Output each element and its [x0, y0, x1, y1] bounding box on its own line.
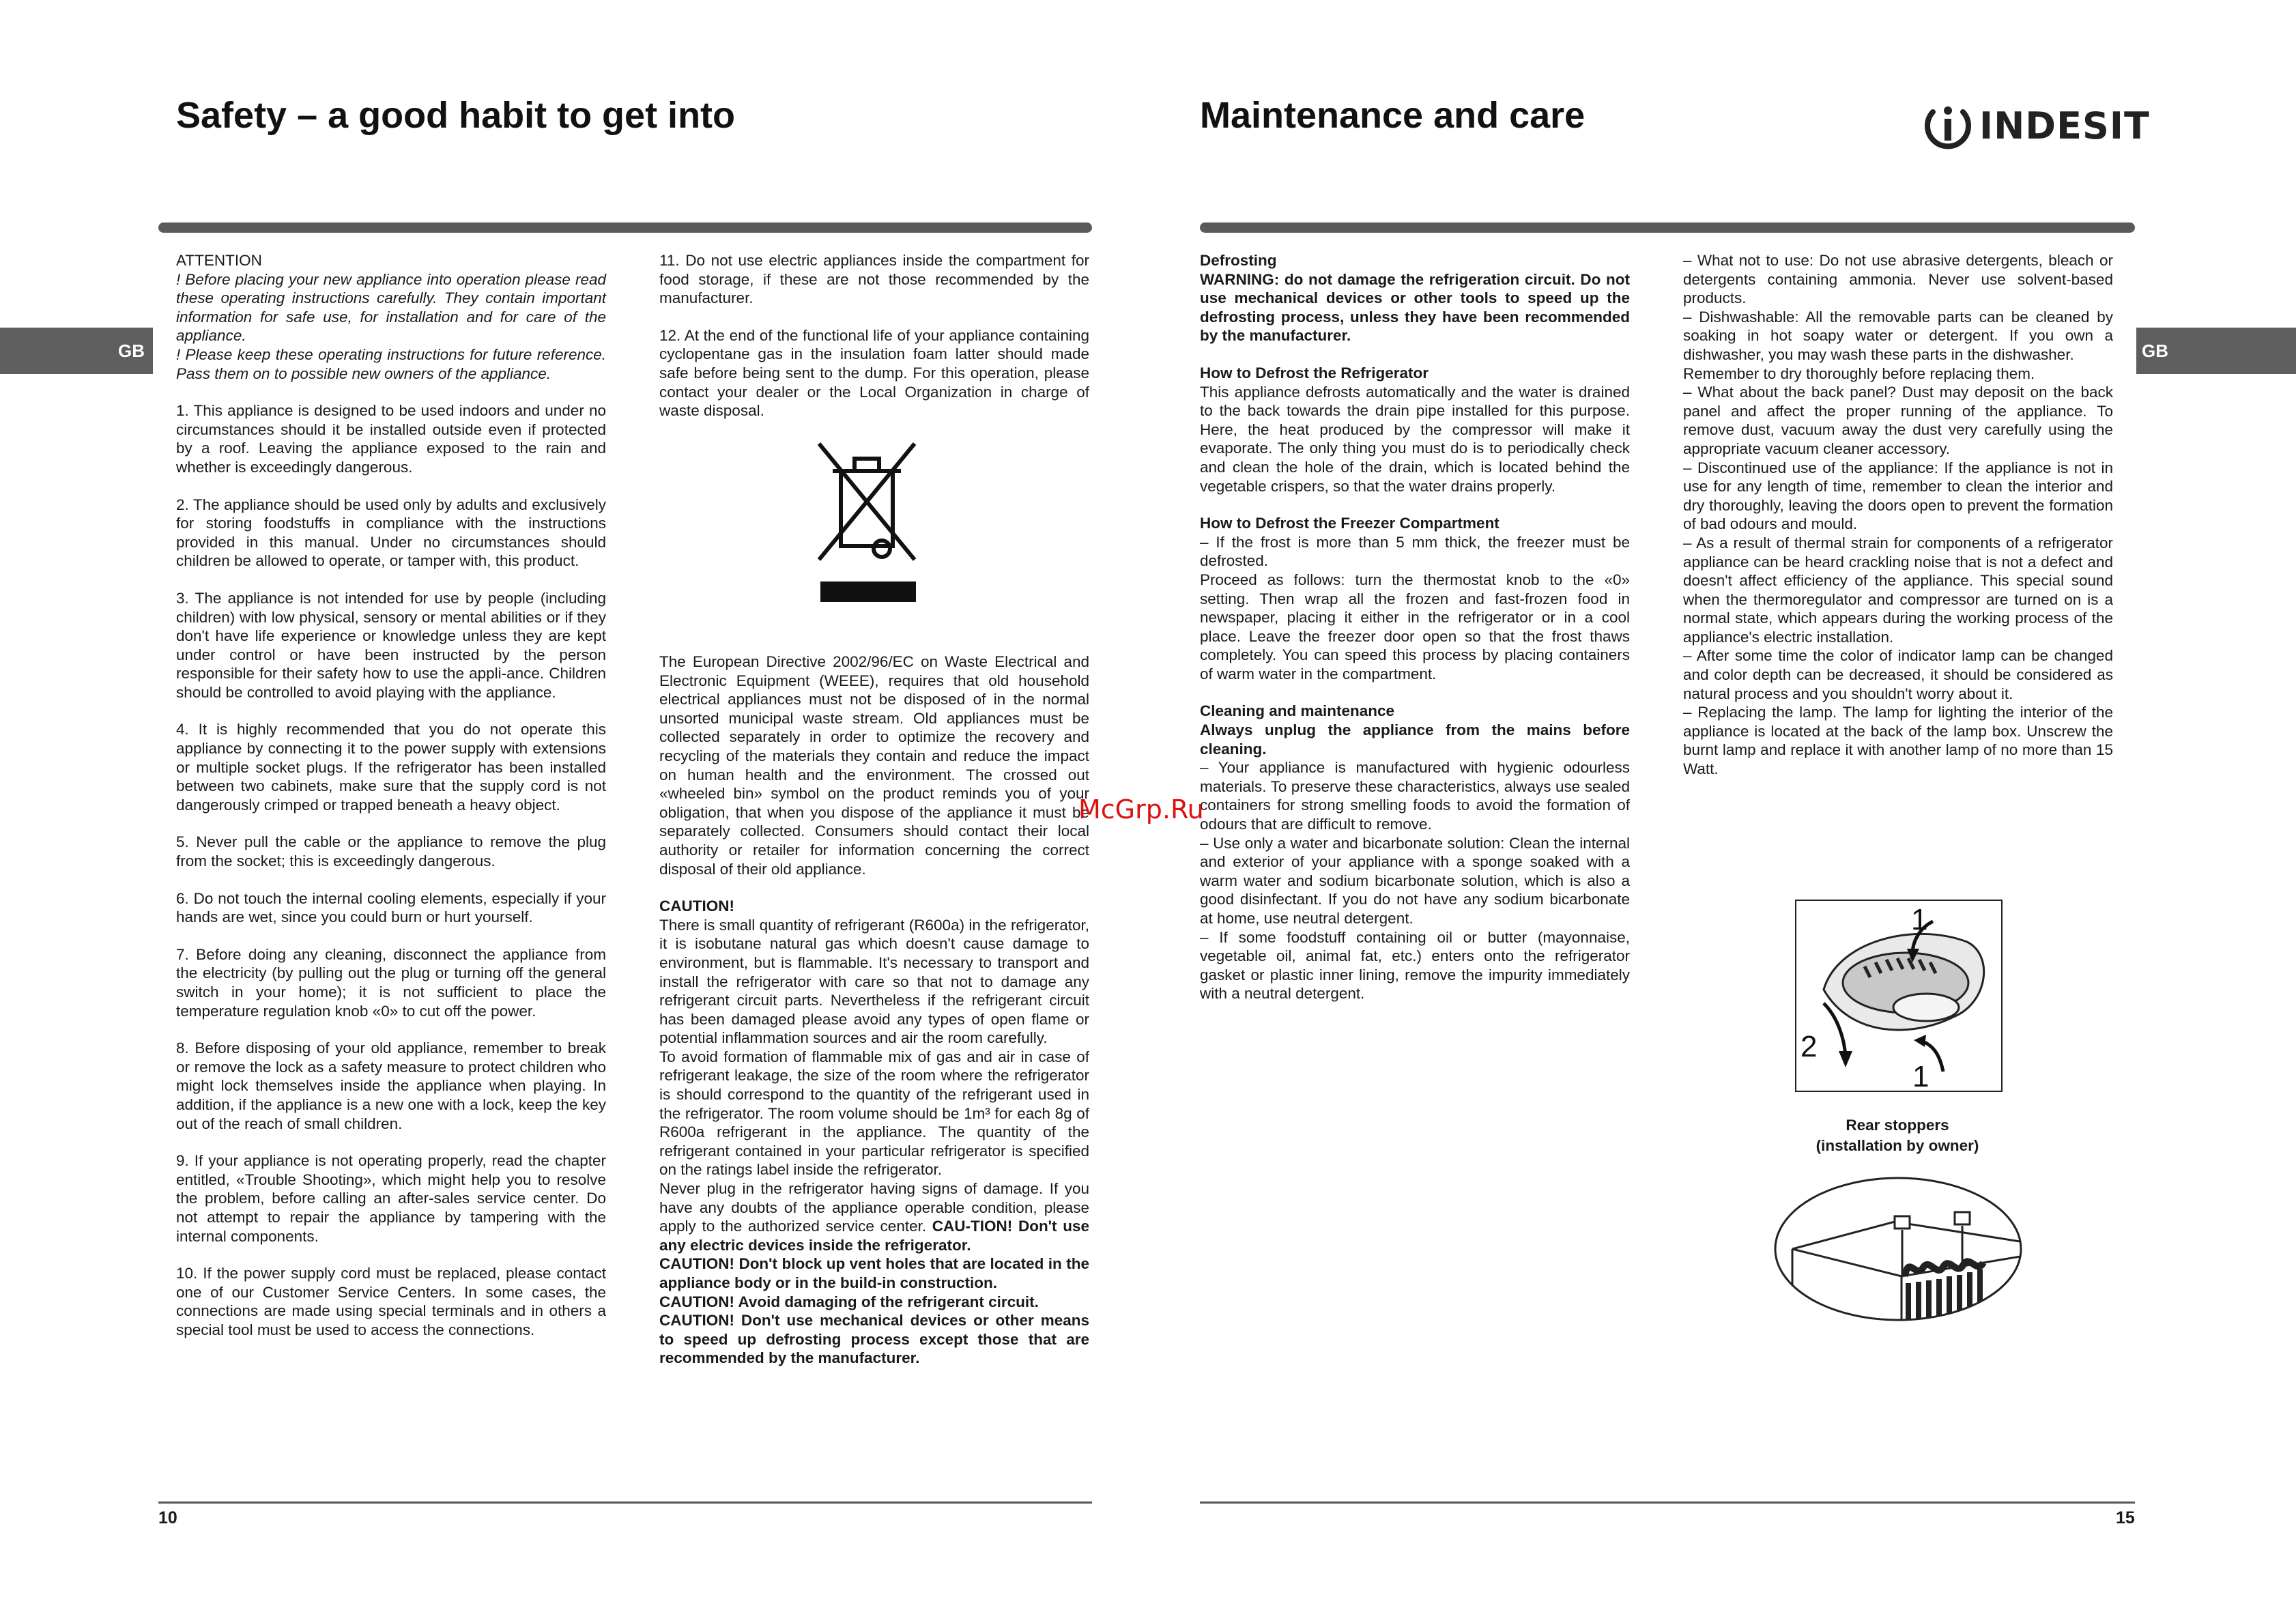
weee-crossed-bin-icon [805, 437, 928, 607]
safety-item-2: 2. The appliance should be used only by adults and exclusively for storing foodstuffs in compliance with the instructions provided in this manual. Under no circumstances should children be allowed to operate, or tamper with, this product. [176, 495, 606, 570]
caution-paragraph-3: Never plug in the refrigerator having signs of damage. If you have any doubts of the appliance operable condition, please apply to the authorized service center. [659, 1180, 1089, 1235]
defrost-refrigerator-heading: How to Defrost the Refrigerator [1200, 364, 1429, 382]
fig-label-1-bottom: 1 [1912, 1060, 1929, 1091]
care-item-indicator-lamp: – After some time the color of indicator lamp can be changed and color depth can be decreased, it should be considered as natural process and you shouldn't worry about it. [1683, 647, 2113, 702]
safety-item-6: 6. Do not touch the internal cooling elements, especially if your hands are wet, since you could burn or hurt yourself. [176, 889, 606, 926]
right-gb-tab-label: GB [2142, 340, 2168, 361]
indesit-logo-icon [1923, 101, 1972, 150]
attention-paragraph-1: ! Before placing your new appliance into operation please read these operating instructions carefully. They contain important information for safe use, for installation and for care of the appliance. [176, 270, 606, 345]
safety-item-3: 3. The appliance is not intended for use by people (including children) with low physical, sensory or mental abilities or if they don't have life experience or knowledge unless they are kept under control or have been instructed by the person responsible for their safety how to use the appli-ance. Children should be controlled to avoid playing with the appliance. [176, 589, 606, 701]
right-page-number: 15 [2116, 1508, 2135, 1527]
lamp-replacement-figure [1795, 900, 2003, 1092]
caution-vent-holes: CAUTION! Don't block up vent holes that are located in the appliance body or in the build-in construction. [659, 1255, 1089, 1291]
left-page-title: Safety – a good habit to get into [176, 95, 736, 136]
left-gb-tab-label: GB [118, 340, 145, 361]
defrosting-heading: Defrosting [1200, 252, 1277, 269]
left-page-number: 10 [158, 1508, 177, 1527]
caution-paragraph-1: There is small quantity of refrigerant (R600a) in the refrigerator, it is isobutane natural gas which doesn't cause damage to environment, but is flammable. It's necessary to transport and install the refrigerator with care so that not to damage any refrigerant circuit parts. Nevertheless if the refrigerant circuit has been damaged please avoid any types of open flame or potential inflammation sources and air the room carefully. [659, 916, 1089, 1047]
rear-stoppers-caption [1775, 1115, 2020, 1156]
safety-item-7: 7. Before doing any cleaning, disconnect the appliance from the electricity (by pulling out the plug or turning off the general switch in your home); it is not sufficient to place the temperature regulation knob «0» to cut off the power. [176, 945, 606, 1020]
caution-mechanical-devices: CAUTION! Don't use mechanical devices or other means to speed up defrosting process except those that are recommended by the manufacturer. [659, 1312, 1089, 1367]
attention-paragraph-2: ! Please keep these operating instructions for future reference. Pass them on to possible new owners of the appliance. [176, 345, 606, 382]
fig-label-2: 2 [1800, 1030, 1818, 1063]
fig-label-1-top: 1 [1911, 903, 1928, 936]
care-item-dry: Remember to dry thoroughly before replacing them. [1683, 364, 2035, 382]
caution-refrigerant-circuit: CAUTION! Avoid damaging of the refrigerant circuit. [659, 1293, 1039, 1310]
cleaning-text-1: – Your appliance is manufactured with hygienic odourless materials. To preserve these characteristics, always use sealed containers for strong smelling foods to avoid the formation of odours that are difficult to remove. [1200, 759, 1630, 833]
care-item-thermal-strain: – As a result of thermal strain for components of a refrigerator appliance can be heard crackling noise that is not a defect and doesn't affect efficiency of the appliance. This special sound when the thermoregulator and compressor are turned on is a normal state, which appears during the working process of the appliance's electric installation. [1683, 534, 2113, 646]
cleaning-unplug-warning: Always unplug the appliance from the mains before cleaning. [1200, 721, 1630, 758]
left-column-1 [176, 251, 606, 1358]
attention-heading: ATTENTION [176, 252, 262, 269]
left-gb-tab [0, 328, 153, 374]
caution-paragraph-3-bold: CAU-TION! Don't use any electric devices inside the refrigerator. [659, 1218, 1089, 1254]
caption-line-1: Rear stoppers [1846, 1117, 1949, 1134]
left-column-2 [659, 251, 1089, 439]
right-footer-rule [1200, 1502, 2135, 1504]
safety-item-5: 5. Never pull the cable or the appliance to remove the plug from the socket; this is exceedingly dangerous. [176, 833, 606, 870]
indesit-logo [1923, 101, 2150, 150]
right-page-title: Maintenance and care [1200, 95, 1585, 136]
cleaning-text-3: – If some foodstuff containing oil or butter (mayonnaise, vegetable oil, animal fat, etc.) enters onto the refrigerator gasket or plastic inner lining, remove the impurity immediately with a neutral detergent. [1200, 928, 1630, 1003]
weee-paragraph: The European Directive 2002/96/EC on Waste Electrical and Electronic Equipment (WEEE), requires that old household electrical appliances must not be disposed of in the normal unsorted municipal waste stream. Old appliances must be collected separately in order to optimize the recovery and recycling of the materials they contain and reduce the impact on human health and the environment. The crossed out «wheeled bin» symbol on the product reminds you of your obligation, that when you dispose of the appliance it must be separately collected. Consumers should contact their local authority or retailer for information concerning the correct disposal of their old appliance. [659, 653, 1089, 878]
left-header-rule [158, 222, 1092, 233]
caution-heading: CAUTION! [659, 897, 734, 915]
watermark: McGrp.Ru [1078, 794, 1204, 824]
care-item-replacing-lamp: – Replacing the lamp. The lamp for lighting the interior of the appliance is located at the back of the lamp box. Unscrew the burnt lamp and replace it with another lamp of no more than 15 Watt. [1683, 704, 2113, 778]
right-column-2 [1683, 251, 2113, 779]
brand-name: INDESIT [1979, 104, 2150, 147]
caption-line-2: (installation by owner) [1816, 1137, 1979, 1154]
defrost-refrigerator-text: This appliance defrosts automatically and the water is drained to the back towards the drain pipe installed for this purpose. Here, the heat produced by the compressor will make it evaporate. The only thing you must do is to periodically check and clean the hole of the drain, which is located behind the vegetable crispers, so that the water drains properly. [1200, 383, 1630, 495]
care-item-back-panel: – What about the back panel? Dust may deposit on the back panel and affect the proper running of the appliance. To remove dust, vacuum away the dust very carefully using the appropriate vacuum cleaner accessory. [1683, 384, 2113, 457]
safety-item-1: 1. This appliance is designed to be used indoors and under no circumstances should it be installed outside even if protected by a roof. Leaving the appliance exposed to the rain and whether is exceedingly dangerous. [176, 402, 606, 476]
defrosting-warning: WARNING: do not damage the refrigeration circuit. Do not use mechanical devices or other tools to speed up the defrosting process, unless they have been recommended by the manufacturer. [1200, 270, 1630, 345]
right-column-1 [1200, 251, 1630, 1003]
safety-item-4: 4. It is highly recommended that you do not operate this appliance by connecting it to the power supply with extensions or multiple socket plugs. If the refrigerator has been installed between two cabinets, make sure that the supply cord is not dangerously crimped or trapped beneath a heavy object. [176, 721, 606, 814]
right-gb-tab [2136, 328, 2296, 374]
safety-item-8: 8. Before disposing of your old appliance, remember to break or remove the lock as a safety measure to protect children who might lock themselves inside the appliance when playing. In addition, if the appliance is a new one with a lock, keep the key out of the reach of small children. [176, 1039, 606, 1132]
left-column-2-lower [659, 652, 1089, 1368]
caution-paragraph-2: To avoid formation of flammable mix of gas and air in case of refrigerant leakage, the size of the room where the refrigerator is should correspond to the quantity of the refrigerant used in the refrigerator. The room volume should be 1m³ for each 8g of R600a refrigerant in the appliance. The quantity of the refrigerant contained in your particular refrigerator is specified on the ratings label inside the refrigerator. [659, 1048, 1089, 1179]
rear-stoppers-figure [1772, 1174, 2024, 1324]
safety-item-9: 9. If your appliance is not operating properly, read the chapter entitled, «Trouble Shooting», which might help you to resolve the problem, before calling an after-sales service center. Do not attempt to repair the appliance by tampering with the internal components. [176, 1152, 606, 1245]
safety-item-11: 11. Do not use electric appliances inside the compartment for food storage, if these are not those recommended by the manufacturer. [659, 252, 1089, 307]
cleaning-text-2: – Use only a water and bicarbonate solution: Clean the internal and exterior of your appliance with a sponge soaked with a warm water and sodium bicarbonate solution, which is also a good disinfectant. If you do not have any sodium bicarbonate at home, use neutral detergent. [1200, 834, 1630, 927]
defrost-freezer-text-2: Proceed as follows: turn the thermostat knob to the «0» setting. Then wrap all the frozen and fast-frozen food in newspaper, placing it either in the refrigerator or in a cool place. Leave the freezer door open so that the frost thaws completely. You can speed this process by placing containers of warm water in the compartment. [1200, 571, 1630, 683]
care-item-dishwashable: – Dishwashable: All the removable parts can be cleaned by soaking in hot soapy water or detergent. If you own a dishwasher, you may wash these parts in the dishwasher. [1683, 308, 2113, 363]
left-footer-rule [158, 1502, 1092, 1504]
defrost-freezer-text-1: – If the frost is more than 5 mm thick, the freezer must be defrosted. [1200, 533, 1630, 570]
cleaning-heading: Cleaning and maintenance [1200, 702, 1395, 720]
care-item-what-not-to-use: – What not to use: Do not use abrasive detergents, bleach or detergents containing ammonia. Never use solvent-based products. [1683, 252, 2113, 307]
right-header-rule [1200, 222, 2135, 233]
safety-item-10: 10. If the power supply cord must be replaced, please contact one of our Customer Service Centers. In some cases, the connections are made using special terminals and in others a special tool must be used to access the connections. [176, 1265, 606, 1338]
care-item-discontinued-use: – Discontinued use of the appliance: If the appliance is not in use for any length of time, remember to clean the interior and dry thoroughly, leaving the doors open to prevent the formation of bad odours and mould. [1683, 459, 2113, 533]
safety-item-12: 12. At the end of the functional life of your appliance containing cyclopentane gas in the insulation foam latter should made safe before being sent to the dump. For this operation, please contact your dealer or the Local Organization in charge of waste disposal. [659, 326, 1089, 420]
defrost-freezer-heading: How to Defrost the Freezer Compartment [1200, 515, 1499, 532]
